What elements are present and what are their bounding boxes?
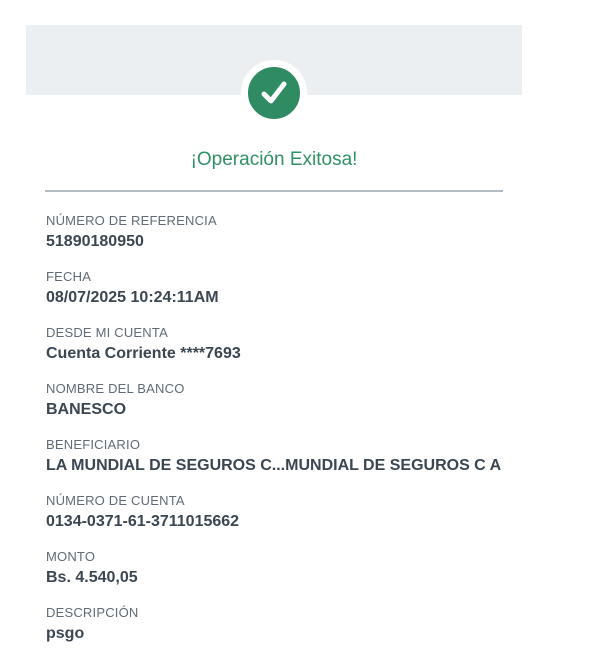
beneficiary-label: BENEFICIARIO	[46, 437, 141, 452]
detail-row-account-number	[46, 492, 502, 534]
amount-label: MONTO	[46, 549, 96, 564]
details-list	[26, 192, 522, 646]
detail-row-amount	[46, 548, 502, 590]
reference-value: 51890180950	[46, 233, 144, 250]
beneficiary-value: LA MUNDIAL DE SEGUROS C...MUNDIAL DE SEGUROS C A	[46, 457, 502, 474]
check-icon	[241, 60, 307, 126]
bank-name-value: BANESCO	[46, 401, 127, 418]
detail-row-source-account	[46, 324, 502, 366]
date-value: 08/07/2025 10:24:11AM	[46, 289, 219, 306]
detail-row-reference	[46, 212, 502, 254]
success-title: ¡Operación Exitosa!	[190, 149, 358, 170]
description-value: psgo	[46, 625, 85, 642]
detail-row-description	[46, 604, 502, 646]
account-number-value: 0134-0371-61-3711015662	[46, 513, 240, 530]
success-badge	[241, 60, 307, 126]
description-label: DESCRIPCIÓN	[46, 605, 139, 620]
detail-row-date	[46, 268, 502, 310]
success-receipt-card	[26, 25, 522, 660]
detail-row-bank-name	[46, 380, 502, 422]
amount-value: Bs. 4.540,05	[46, 569, 138, 586]
detail-row-beneficiary	[46, 436, 502, 478]
source-account-label: DESDE MI CUENTA	[46, 325, 168, 340]
reference-label: NÚMERO DE REFERENCIA	[46, 213, 217, 228]
bank-name-label: NOMBRE DEL BANCO	[46, 381, 185, 396]
source-account-value: Cuenta Corriente ****7693	[46, 345, 241, 362]
date-label: FECHA	[46, 269, 92, 284]
account-number-label: NÚMERO DE CUENTA	[46, 493, 185, 508]
